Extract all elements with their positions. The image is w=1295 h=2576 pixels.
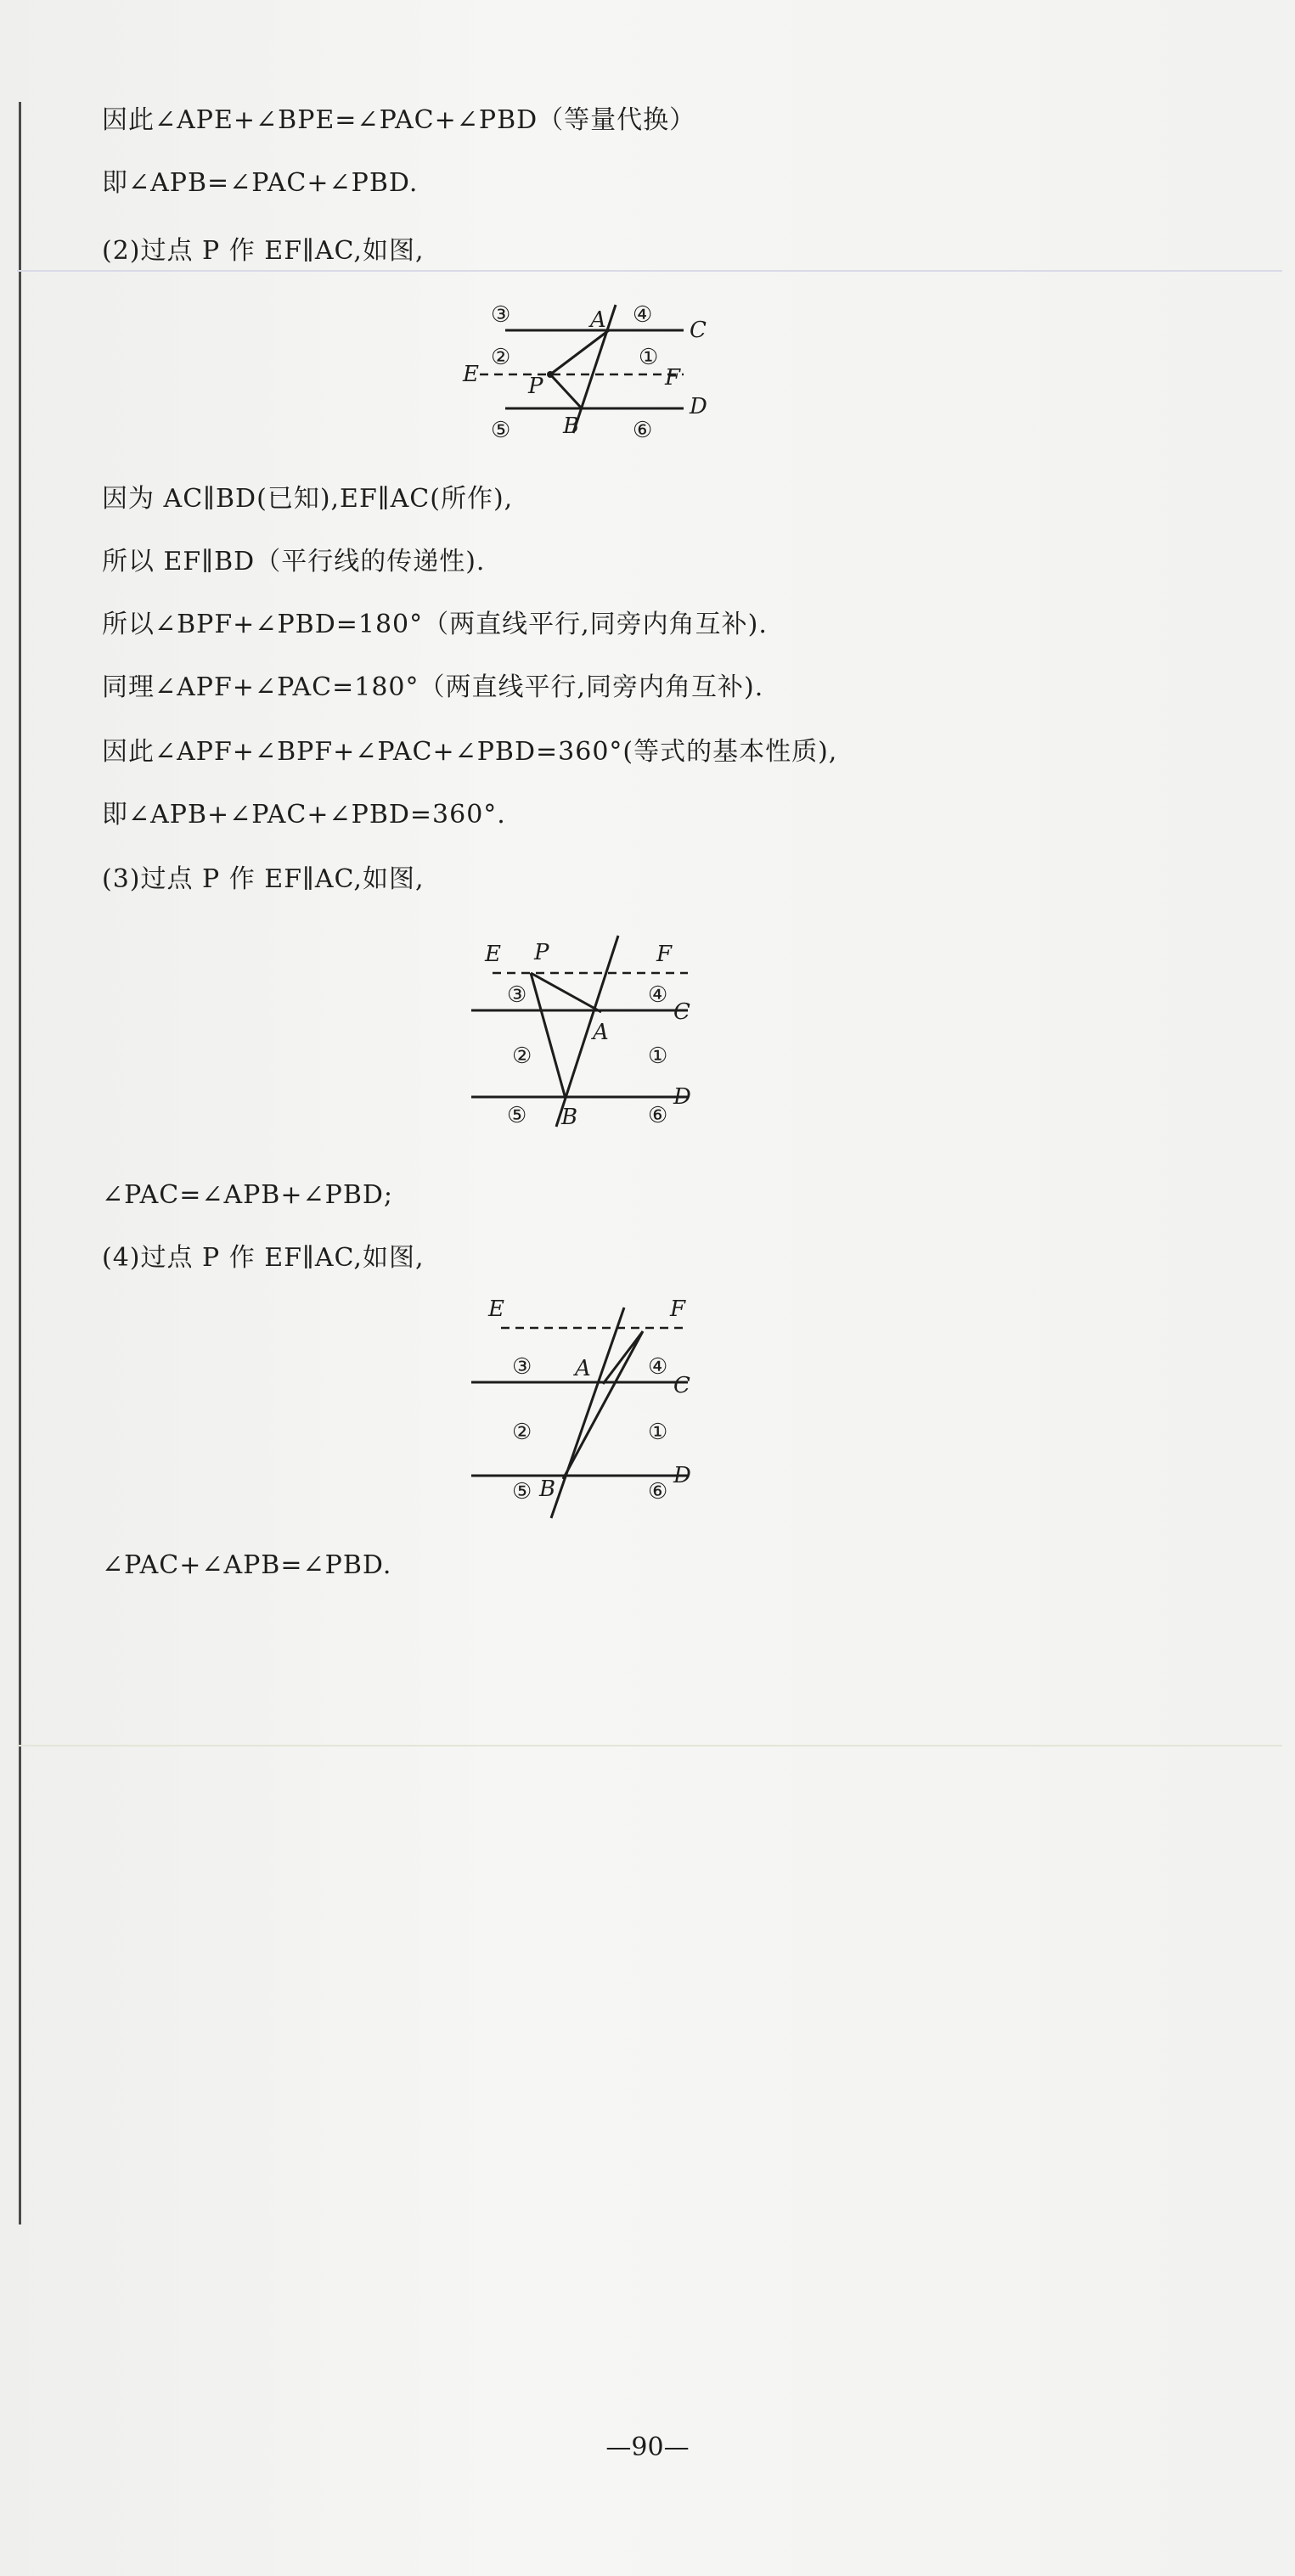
label-e: E	[488, 1296, 504, 1322]
label-p: P	[534, 940, 549, 965]
label-a: A	[593, 1020, 609, 1045]
label-b: B	[539, 1476, 556, 1502]
faint-crease-bottom	[17, 1745, 1282, 1746]
label-region-3: ③	[512, 1354, 532, 1380]
label-region-2: ②	[491, 345, 511, 370]
text-line-6: 所以∠BPF+∠PBD=180°（两直线平行,同旁内角互补).	[102, 610, 768, 639]
label-b: B	[561, 1105, 578, 1130]
label-c: C	[673, 1373, 690, 1398]
figure-2	[463, 919, 718, 1143]
label-c: C	[673, 999, 690, 1025]
figure-1	[459, 301, 713, 458]
figure-1-svg	[459, 301, 713, 454]
text-line-5: 所以 EF∥BD（平行线的传递性).	[102, 547, 486, 577]
label-a: A	[590, 307, 606, 333]
label-region-1: ①	[648, 1420, 668, 1445]
segment-pa	[531, 973, 601, 1012]
label-d: D	[690, 394, 707, 419]
label-region-5: ⑤	[491, 418, 511, 443]
label-f: F	[665, 365, 681, 391]
label-region-3: ③	[491, 302, 511, 328]
label-region-4: ④	[633, 302, 653, 328]
label-region-4: ④	[648, 1354, 668, 1380]
label-b: B	[563, 413, 580, 439]
line-transversal	[551, 1308, 624, 1518]
text-line-11: ∠PAC=∠APB+∠PBD;	[102, 1180, 394, 1210]
label-region-6: ⑥	[648, 1103, 668, 1128]
label-region-6: ⑥	[648, 1479, 668, 1505]
label-d: D	[673, 1463, 691, 1488]
text-line-9: 即∠APB+∠PAC+∠PBD=360°.	[102, 800, 506, 830]
label-a: A	[575, 1356, 591, 1381]
text-line-4: 因为 AC∥BD(已知),EF∥AC(所作),	[102, 484, 514, 514]
label-d: D	[673, 1084, 691, 1110]
label-region-4: ④	[648, 982, 668, 1008]
segment-pa	[603, 1331, 643, 1384]
label-region-2: ②	[512, 1043, 532, 1069]
label-region-6: ⑥	[633, 418, 653, 443]
segment-pb	[531, 973, 566, 1099]
label-region-5: ⑤	[512, 1479, 532, 1505]
text-line-12: (4)过点 P 作 EF∥AC,如图,	[102, 1243, 425, 1273]
text-line-13: ∠PAC+∠APB=∠PBD.	[102, 1550, 392, 1580]
figure-2-svg	[463, 919, 718, 1139]
text-line-2: 即∠APB=∠PAC+∠PBD.	[102, 168, 419, 198]
label-region-1: ①	[639, 345, 659, 370]
margin-rule	[19, 102, 21, 2224]
page-number: —90—	[605, 2433, 690, 2462]
label-e: E	[463, 362, 479, 387]
figure-3-svg	[463, 1291, 718, 1528]
label-c: C	[690, 318, 707, 343]
label-p: P	[528, 374, 543, 399]
text-line-8: 因此∠APF+∠BPF+∠PAC+∠PBD=360°(等式的基本性质),	[102, 737, 838, 767]
label-f: F	[656, 942, 673, 967]
text-line-7: 同理∠APF+∠PAC=180°（两直线平行,同旁内角互补).	[102, 672, 764, 702]
label-region-2: ②	[512, 1420, 532, 1445]
segment-pb	[563, 1331, 643, 1479]
label-region-5: ⑤	[507, 1103, 527, 1128]
label-region-1: ①	[648, 1043, 668, 1069]
faint-crease-top	[17, 270, 1282, 272]
label-f: F	[670, 1296, 686, 1322]
segment-pb	[550, 374, 582, 408]
text-line-10: (3)过点 P 作 EF∥AC,如图,	[102, 864, 425, 894]
label-e: E	[485, 942, 501, 967]
text-line-1: 因此∠APE+∠BPE=∠PAC+∠PBD（等量代换）	[102, 105, 696, 135]
text-line-3: (2)过点 P 作 EF∥AC,如图,	[102, 236, 425, 266]
figure-3	[463, 1291, 718, 1532]
point-p	[547, 371, 554, 378]
label-region-3: ③	[507, 982, 527, 1008]
